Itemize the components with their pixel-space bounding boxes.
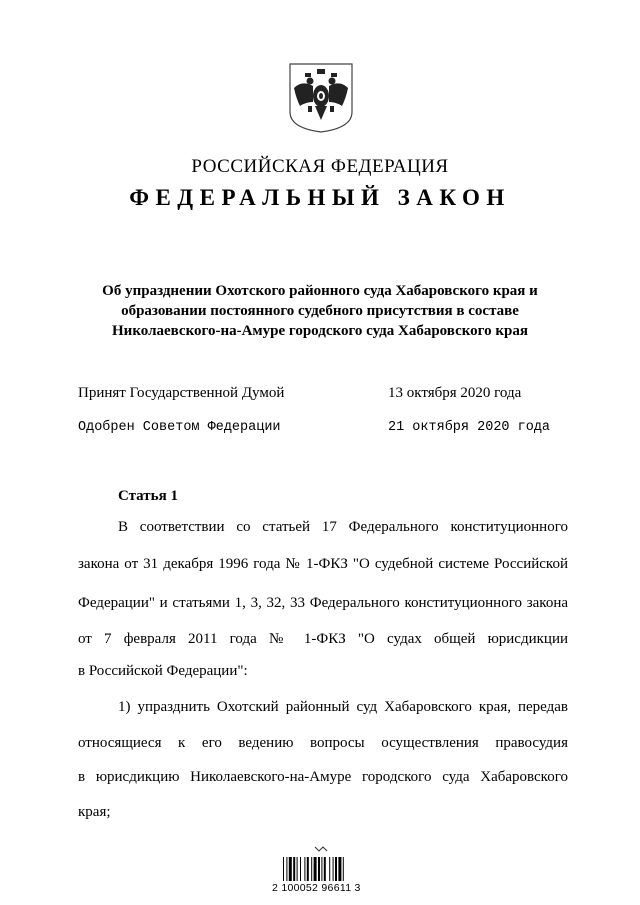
barcode-number: 2 100052 96611 3 bbox=[272, 882, 361, 894]
law-subject-line: Николаевского-на-Амуре городского суда Хабаровского края bbox=[112, 323, 528, 339]
paragraph-line: в Российской Федерации": bbox=[78, 663, 248, 679]
approved-date: 21 октября 2020 года bbox=[388, 420, 551, 435]
approved-label: Одобрен Советом Федерации bbox=[78, 420, 281, 435]
paragraph-line: закона от 31 декабря 1996 года № 1-ФКЗ "О судебной системе Российской bbox=[78, 556, 568, 572]
law-subject-line: Об упразднении Охотского районного суда Хабаровского края и bbox=[102, 283, 538, 299]
paragraph-line: в юрисдикцию Николаевского-на-Амуре городского суда Хабаровского bbox=[78, 769, 568, 785]
adopted-date: 13 октября 2020 года bbox=[388, 385, 522, 401]
paragraph-line: 1) упразднить Охотский районный суд Хабаровского края, передав bbox=[118, 699, 568, 715]
paragraph-line: относящиеся к его ведению вопросы осуществления правосудия bbox=[78, 735, 568, 751]
paragraph-line: Федерации" и статьями 1, 3, 32, 33 Федерального конституционного закона bbox=[78, 595, 568, 611]
adopted-label: Принят Государственной Думой bbox=[78, 385, 285, 401]
paragraph-line: от 7 февраля 2011 года № 1-ФКЗ "О судах общей юрисдикции bbox=[78, 631, 568, 647]
paragraph-line: В соответствии со статьей 17 Федерального конституционного bbox=[118, 519, 568, 535]
country-heading: РОССИЙСКАЯ ФЕДЕРАЦИЯ bbox=[191, 156, 449, 177]
law-subject-line: образовании постоянного судебного присутствия в составе bbox=[121, 303, 519, 319]
article-heading: Статья 1 bbox=[118, 488, 178, 504]
law-title: ФЕДЕРАЛЬНЫЙ ЗАКОН bbox=[129, 185, 511, 210]
paragraph-line: края; bbox=[78, 804, 111, 820]
double-headed-eagle-emblem-icon bbox=[288, 62, 354, 134]
